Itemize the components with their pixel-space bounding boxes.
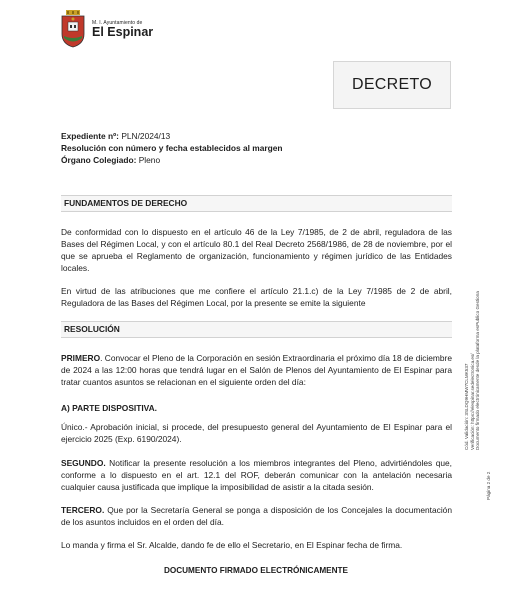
document-meta bbox=[61, 130, 283, 166]
organo-line bbox=[61, 154, 283, 166]
expediente-line bbox=[61, 130, 283, 142]
verification-url: Verificación: https://elespinar.sedelectronica.es/ bbox=[469, 353, 475, 450]
section-resolucion bbox=[61, 321, 452, 338]
paragraph-tercero bbox=[61, 504, 452, 528]
tercero-text: Que por la Secretaría General se ponga a disposición de los Concejales la documentación de los asuntos incluidos en el orden del día. bbox=[61, 505, 452, 527]
signed-notice: DOCUMENTO FIRMADO ELECTRÓNICAMENTE bbox=[163, 566, 349, 575]
document-type-box bbox=[333, 61, 451, 109]
segundo-text: Notificar la presente resolución a los miembros integrantes del Pleno, advirtiéndoles que, conforme a lo dispuesto en el art. 12.1 del ROF, deberán comunicar con la antelación necesaria cualquier causa justificada que implique la imposibilidad de asistir a la citada sesión. bbox=[61, 458, 452, 492]
paragraph-fundamento-2: En virtud de las atribuciones que me confiere el artículo 21.1.c) de la Ley 7/1985 de 2 de abril, Reguladora de las Bases del Régimen Local, por la presente se emite la siguiente bbox=[61, 286, 452, 308]
section-title: RESOLUCIÓN bbox=[64, 324, 120, 334]
organo-label: Órgano Colegiado: bbox=[61, 155, 137, 165]
paragraph-primero bbox=[61, 352, 452, 388]
municipal-logo bbox=[60, 10, 153, 48]
paragraph-segundo bbox=[61, 457, 452, 493]
organo-value: Pleno bbox=[138, 155, 161, 165]
expediente-label: Expediente nº: bbox=[61, 131, 119, 141]
paragraph-closing: Lo manda y firma el Sr. Alcalde, dando fe de ello el Secretario, en El Espinar fecha de firma. bbox=[61, 540, 403, 550]
validation-code: Cód. Validación: 3SLDQ9HMW7CLMK537 bbox=[464, 363, 469, 450]
primero-label: PRIMERO bbox=[61, 353, 101, 363]
segundo-label: SEGUNDO. bbox=[61, 458, 106, 468]
coat-of-arms-icon bbox=[60, 10, 86, 48]
org-subtitle: M. I. Ayuntamiento de bbox=[92, 19, 143, 26]
tercero-label: TERCERO. bbox=[61, 505, 105, 515]
paragraph-fundamento-1: De conformidad con lo dispuesto en el artículo 46 de la Ley 7/1985, de 2 de abril, reguladora de las Bases del Régimen Local, y con el artículo 80.1 del Real Decreto 2568/1986, de 28 de noviembre, por el que se aprueba el Reglamento de organización, funcionamiento y régimen jurídico de las Entidades locales. bbox=[61, 227, 452, 273]
paragraph-unico: Único.- Aprobación inicial, si procede, del presupuesto general del Ayuntamiento de El Espinar para el ejercicio 2025 (Exp. 6190/2024). bbox=[61, 422, 452, 444]
platform-note: Documento firmado electrónicamente desde la plataforma esPublico Gestiona bbox=[475, 291, 481, 450]
resolucion-text: Resolución con número y fecha establecidos al margen bbox=[61, 143, 283, 153]
page-info: Página 2 de 2 bbox=[486, 471, 491, 500]
resolucion-line bbox=[61, 142, 283, 154]
org-name: El Espinar bbox=[92, 24, 154, 39]
document-type: DECRETO bbox=[351, 76, 433, 93]
section-title: FUNDAMENTOS DE DERECHO bbox=[64, 198, 188, 208]
parte-dispositiva-heading: A) PARTE DISPOSITIVA. bbox=[61, 403, 158, 413]
expediente-value: PLN/2024/13 bbox=[121, 131, 171, 141]
section-fundamentos bbox=[61, 195, 452, 212]
primero-text: . Convocar el Pleno de la Corporación en sesión Extraordinaria el próximo día 18 de diciembre de 2024 a las 12:00 horas que tendrá lugar en el Salón de Plenos del Ayuntamiento de El Espinar para tratar cuantos asuntos se relacionan en el siguiente orden del día: bbox=[61, 353, 452, 387]
